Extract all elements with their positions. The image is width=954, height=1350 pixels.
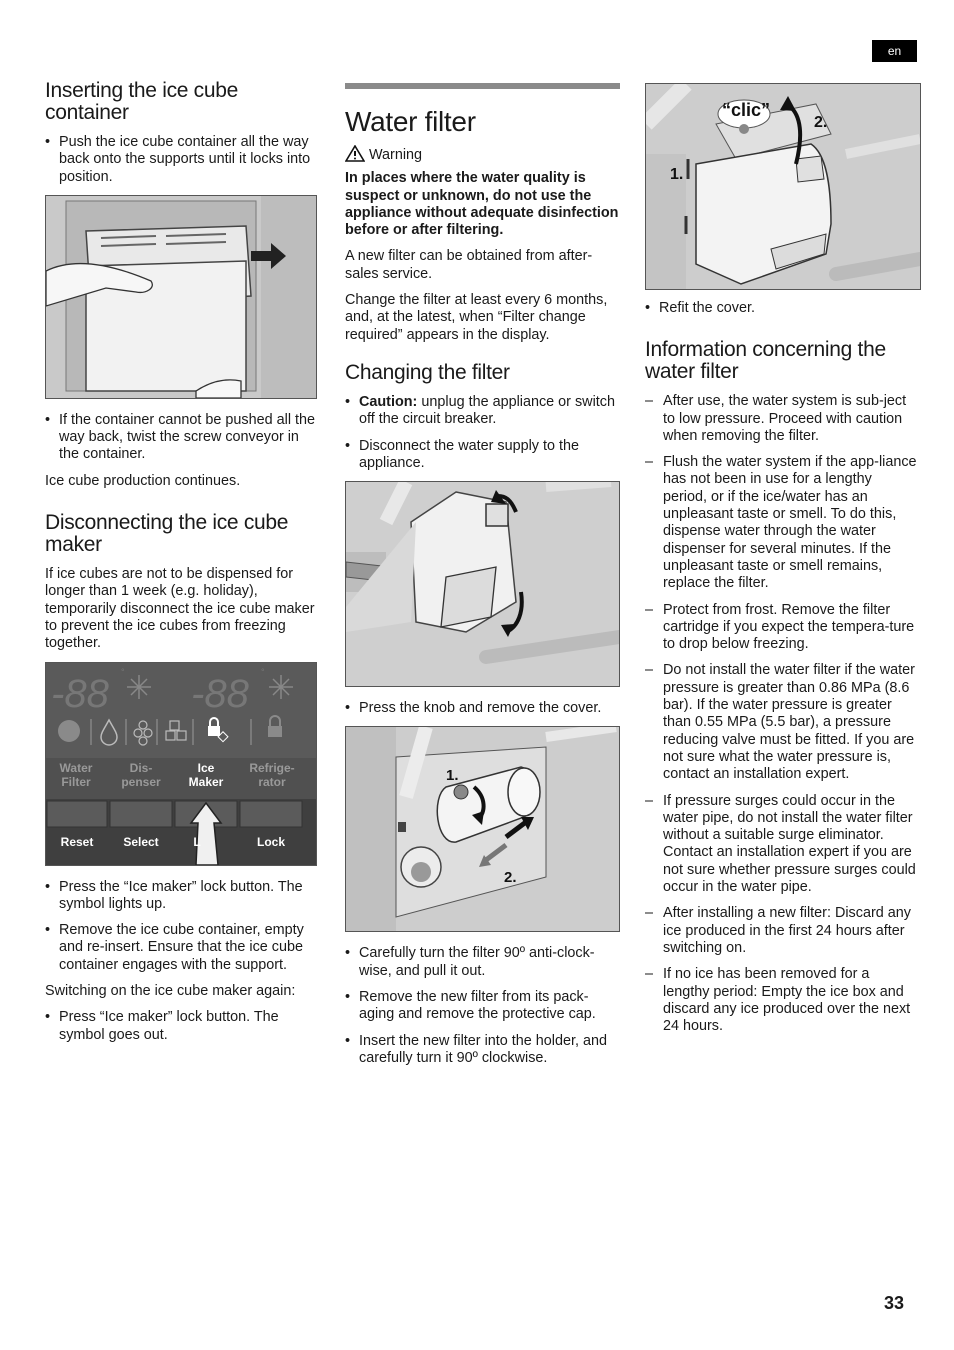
mode-label-water-filter: Water Filter bbox=[59, 760, 93, 789]
caution-text: unplug the appliance or switch off the circuit breaker. bbox=[359, 393, 615, 428]
disconnecting-list-2 bbox=[45, 1009, 317, 1044]
select-button[interactable] bbox=[110, 801, 172, 827]
step-label-1: 1. bbox=[670, 166, 684, 183]
list-item: – After installing a new filter: Discard any ice produced in the first 24 hours after switching on. bbox=[645, 905, 917, 957]
inserting-list-2 bbox=[45, 412, 317, 464]
list-item: • Disconnect the water supply to the appliance. bbox=[345, 438, 620, 473]
paragraph: Change the filter at least every 6 months, and, at the latest, when “Filter change required” appears in the display. bbox=[345, 292, 608, 343]
section-bar bbox=[345, 83, 620, 89]
refit-list bbox=[645, 300, 917, 317]
changing-list-2 bbox=[345, 700, 620, 717]
list-item: • Refit the cover. bbox=[645, 300, 917, 317]
changing-list-3 bbox=[345, 945, 620, 1067]
list-item: • Press the “Ice maker” lock button. The symbol lights up. bbox=[45, 879, 317, 914]
filter-indicator-icon bbox=[58, 720, 80, 742]
column-left bbox=[45, 80, 317, 1053]
list-item: • Insert the new filter into the holder, and carefully turn it 90º clockwise. bbox=[345, 1033, 620, 1068]
list-item: • If the container cannot be pushed all the way back, twist the screw conveyor in the container. bbox=[45, 412, 317, 464]
information-list bbox=[645, 393, 917, 1035]
figure-ice-container bbox=[45, 195, 317, 399]
figure-filter-removal bbox=[345, 726, 620, 932]
refit-cover-illustration bbox=[646, 84, 920, 289]
step-label-1: 1. bbox=[446, 767, 459, 785]
display-left-digits: -88 bbox=[51, 671, 109, 716]
mode-label-ice-maker: Ice Maker bbox=[188, 760, 224, 789]
caution-label: Caution: bbox=[359, 393, 418, 410]
list-item: – After use, the water system is sub-ject to low pressure. Proceed with caution when removing the filter. bbox=[645, 393, 917, 445]
reset-button[interactable] bbox=[47, 801, 107, 827]
filter-cover-illustration bbox=[346, 482, 619, 686]
list-item: • Press “Ice maker” lock button. The symbol goes out. bbox=[45, 1009, 317, 1044]
ice-container-illustration bbox=[46, 196, 316, 398]
display-right-degree: ° bbox=[261, 666, 265, 677]
paragraph: Switching on the ice cube maker again: bbox=[45, 983, 296, 1000]
lock-label: Lock bbox=[256, 834, 285, 849]
select-label: Select bbox=[123, 834, 159, 849]
display-left-degree: ° bbox=[121, 666, 125, 677]
mode-label-dispenser: Dis- penser bbox=[121, 760, 161, 789]
list-item: – If no ice has been removed for a lengthy period: Empty the ice box and discard any ice produced over the next 24 hours. bbox=[645, 966, 917, 1035]
paragraph: If ice cubes are not to be dispensed for longer than 1 week (e.g. holiday), temporarily disconnect the ice cube maker to prevent the ice cubes from freezing together. bbox=[45, 566, 315, 652]
disconnecting-list bbox=[45, 879, 317, 974]
step-label-2: 2. bbox=[814, 114, 828, 131]
list-item: – Flush the water system if the app-liance has not been in use for a lengthy period, or if the ice/water has an unpleasant taste or smell. To do this, dispense water through the water dispenser for several minutes. If the unpleasant taste or smell remains, replace the filter. bbox=[645, 454, 917, 592]
list-item: • Push the ice cube container all the way back onto the supports until it locks into position. bbox=[45, 134, 317, 186]
heading-changing-filter: Changing the filter bbox=[345, 360, 510, 384]
filter-removal-illustration bbox=[346, 727, 619, 931]
list-item: – If pressure surges could occur in the water pipe, do not install the water filter without a suitable surge eliminator. Contact an installation expert if you are not sure whether pressure surges could occur in the water pipe. bbox=[645, 793, 917, 897]
list-item: • Remove the new filter from its pack-aging and remove the protective cap. bbox=[345, 989, 620, 1024]
list-item: – Do not install the water filter if the water pressure is greater than 0.86 MPa (8.6 bar). If the water pressure is greater than 0.55 MPa (5.5 bar), a pressure reducing valve must be fitted. If you are not sure what the water pressure is, contact an installation expert. bbox=[645, 662, 917, 783]
list-item: – Protect from frost. Remove the filter cartridge if you expect the tempera-ture to drop below freezing. bbox=[645, 602, 917, 654]
reset-label: Reset bbox=[60, 834, 94, 849]
figure-filter-cover bbox=[345, 481, 620, 687]
mode-label-refrigerator: Refrige- rator bbox=[249, 760, 295, 789]
list-item: • Carefully turn the filter 90º anti-clock-wise, and pull it out. bbox=[345, 945, 620, 980]
warning-label-row bbox=[345, 145, 620, 164]
paragraph: A new filter can be obtained from after-sales service. bbox=[345, 248, 593, 282]
heading-inserting: Inserting the ice cube container bbox=[45, 79, 239, 124]
language-badge: en bbox=[872, 40, 917, 62]
warning-triangle-icon bbox=[345, 145, 365, 162]
lock-button[interactable] bbox=[240, 801, 302, 827]
list-item: • Press the knob and remove the cover. bbox=[345, 700, 620, 717]
figure-control-panel bbox=[45, 662, 317, 866]
list-item bbox=[345, 394, 620, 429]
column-middle bbox=[345, 80, 620, 1076]
list-item: • Remove the ice cube container, empty and re-insert. Ensure that the ice cube container engages with the support. bbox=[45, 922, 317, 974]
changing-list bbox=[345, 394, 620, 472]
page-number: 33 bbox=[884, 1293, 905, 1313]
paragraph: Ice cube production continues. bbox=[45, 472, 241, 489]
ice-maker-lock-label: L bbox=[193, 834, 201, 849]
heading-water-filter: Water filter bbox=[345, 106, 476, 137]
column-right bbox=[645, 83, 917, 1044]
display-right-digits: -88 bbox=[191, 671, 249, 716]
figure-refit-cover bbox=[645, 83, 921, 290]
heading-disconnecting: Disconnecting the ice cube maker bbox=[45, 511, 289, 557]
warning-label: Warning bbox=[369, 147, 423, 163]
heading-information: Information concerning the water filter bbox=[645, 338, 886, 384]
clic-label: “clic” bbox=[722, 100, 771, 120]
inserting-list bbox=[45, 134, 317, 186]
warning-text: In places where the water quality is suspect or unknown, do not use the appliance without adequate disinfection before or after filtering. bbox=[345, 170, 619, 239]
step-label-2: 2. bbox=[504, 869, 517, 887]
